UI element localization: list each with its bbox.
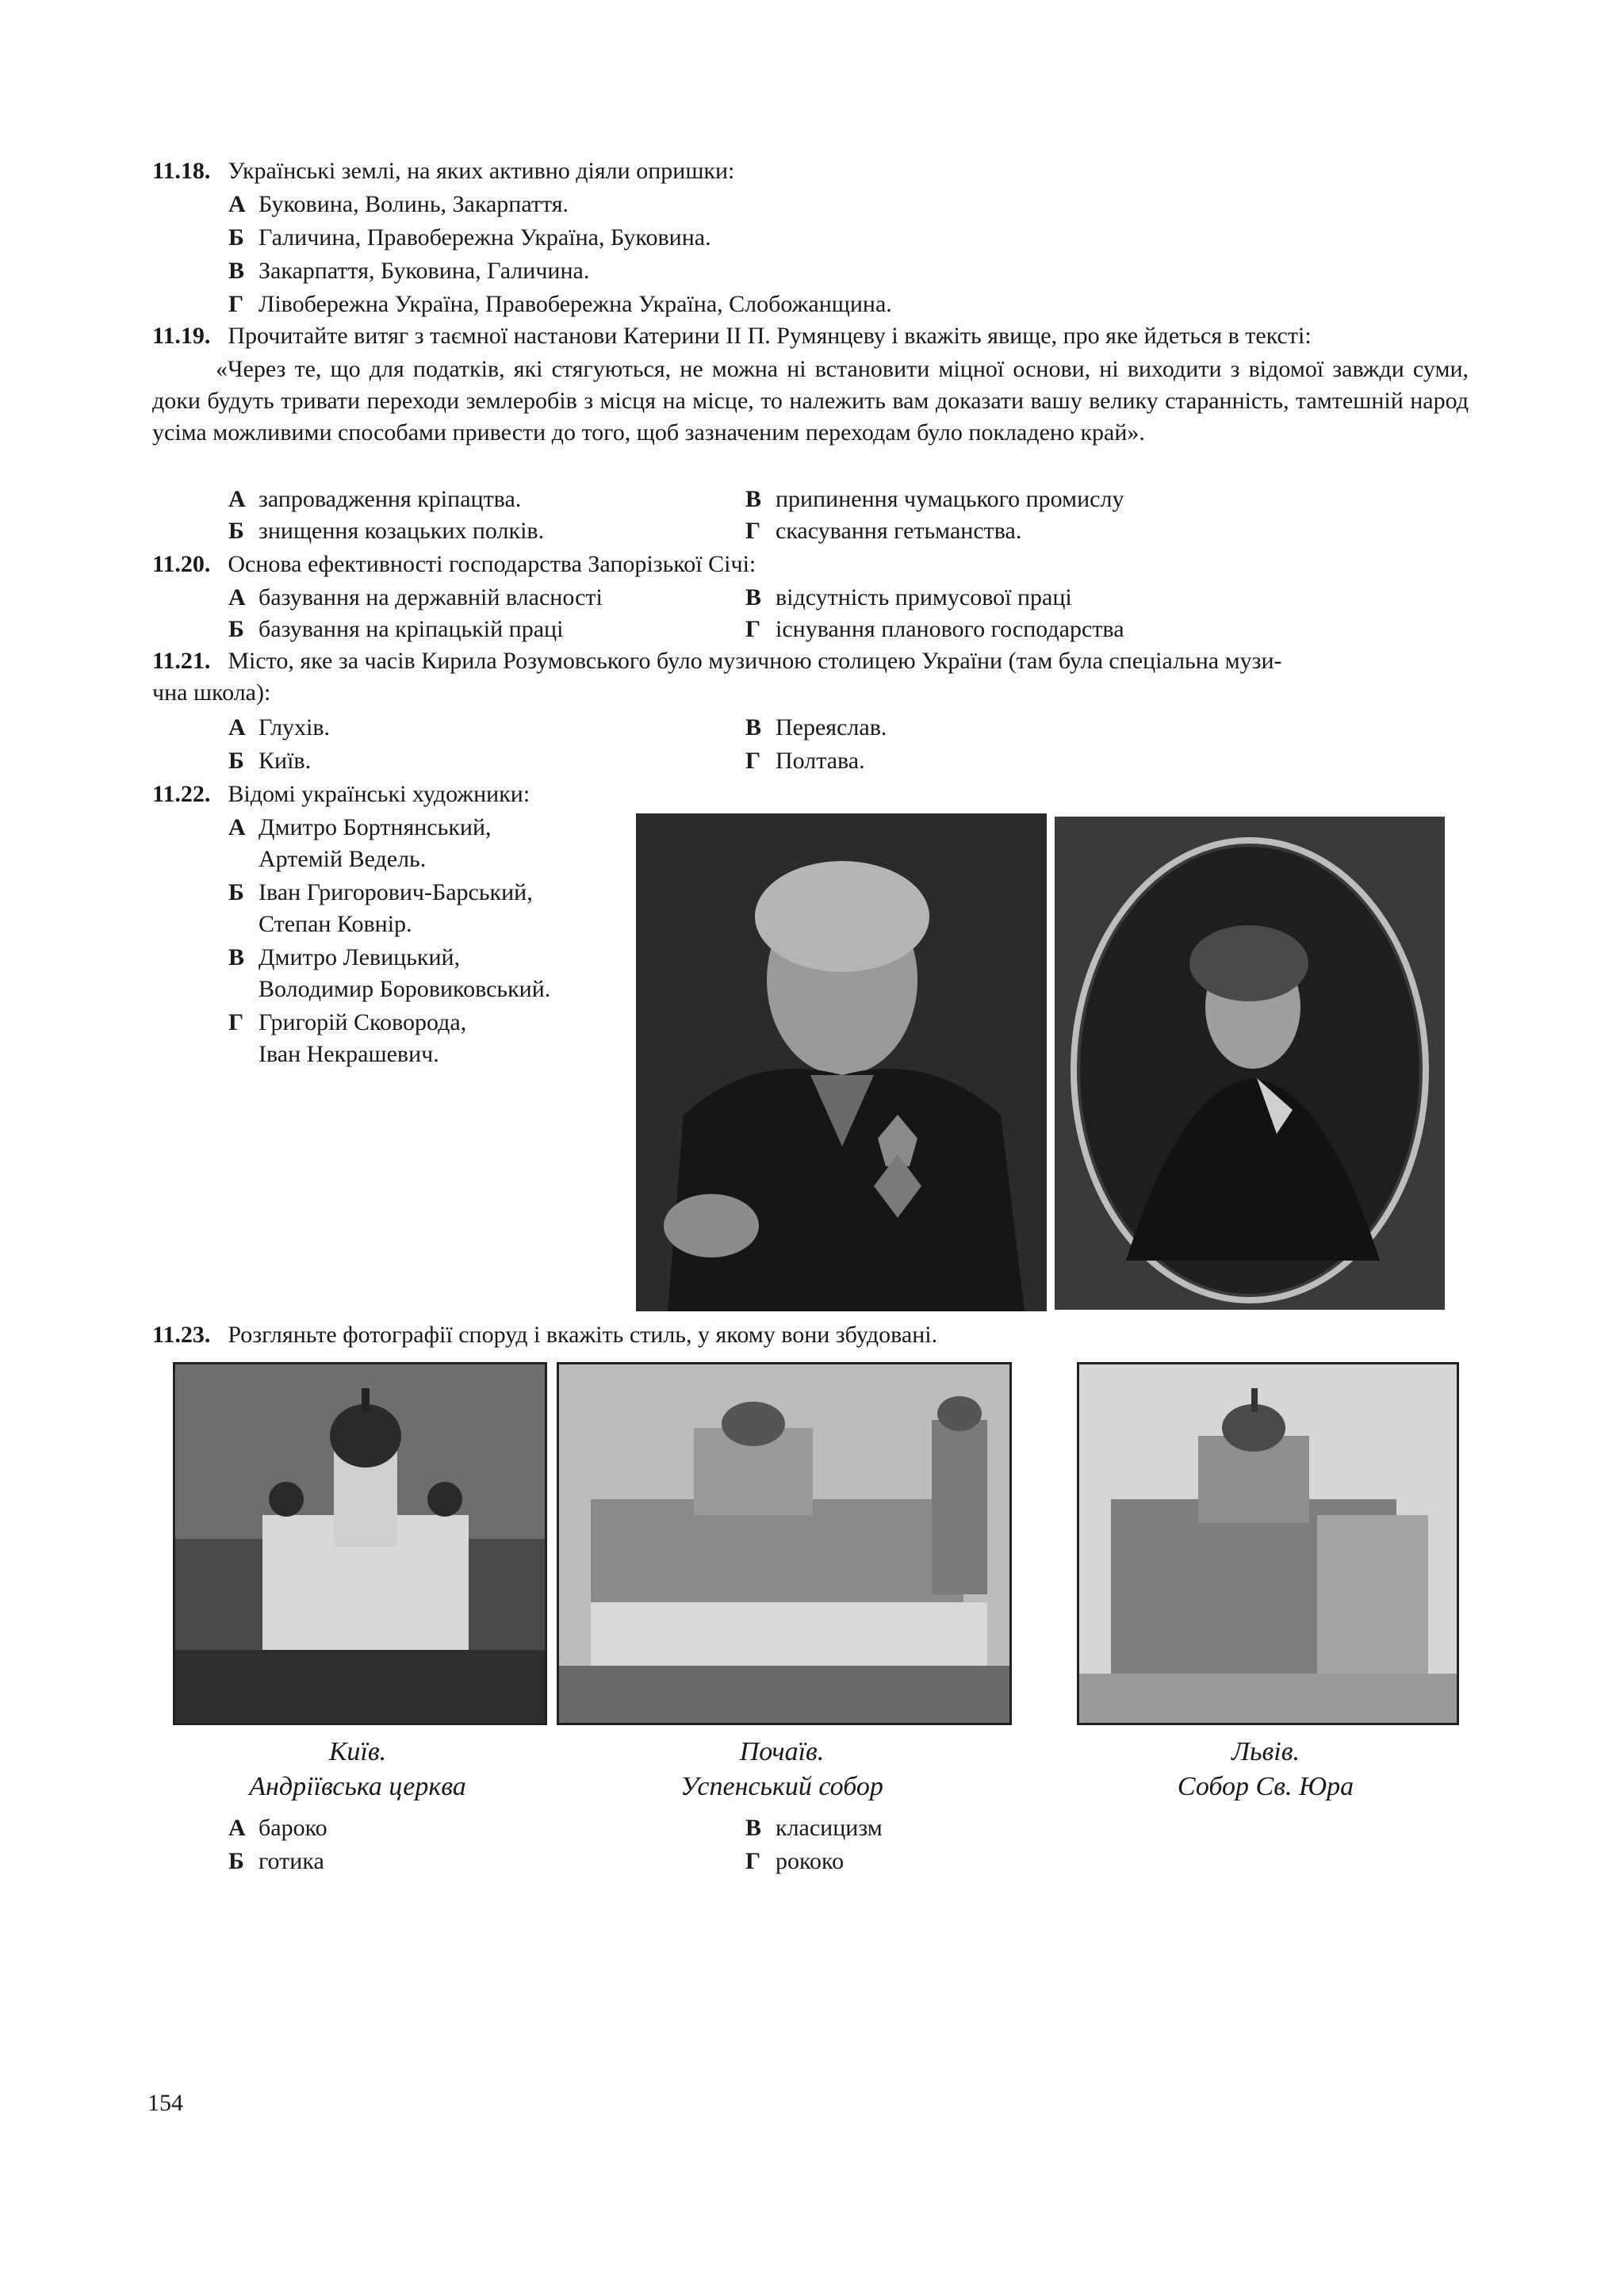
question-text: Українські землі, на яких активно діяли опришки:: [228, 158, 735, 184]
option-a: А Буковина, Волинь, Закарпаття.: [228, 191, 569, 217]
option-c: В Закарпаття, Буковина, Галичина.: [228, 258, 590, 284]
question-11-20: [152, 549, 756, 580]
option-c: В відсутність примусової праці: [745, 584, 1072, 610]
building-photo-pochaiv: [557, 1362, 1012, 1725]
option-c: В класицизм: [745, 1815, 883, 1841]
question-11-22: [152, 779, 530, 810]
question-text: Відомі українські художники:: [228, 781, 530, 807]
option-a: А базування на державній власності: [228, 584, 603, 610]
question-text-continued: чна школа):: [152, 679, 271, 706]
quote-text: «Через те, що для податків, які стягуються, не можна ні встановити міцної основи, ні виходити з відомої завжди суми, доки будуть тривати переходи землеробів з місця на місце, то належить вам доказати вашу велику старанність, тамтешній народ усіма можливими способами привести до того, щоб зазначеним переходам було покладено край».: [152, 356, 1469, 446]
option-b: Б готика: [228, 1848, 324, 1874]
question-number: 11.20.: [152, 551, 211, 577]
question-number: 11.22.: [152, 781, 211, 807]
portrait-photo-left: [636, 813, 1047, 1311]
question-number: 11.18.: [152, 158, 211, 184]
option-d: Г існування планового господарства: [745, 616, 1124, 642]
question-text: Основа ефективності господарства Запорізької Січі:: [228, 551, 756, 577]
option-c: В Переяслав.: [745, 714, 887, 740]
question-11-21: [152, 645, 1282, 677]
option-a: А бароко: [228, 1815, 327, 1841]
caption-lviv-name: Собор Св. Юра: [1177, 1772, 1354, 1801]
question-number: 11.21.: [152, 648, 211, 674]
question-text: Прочитайте витяг з таємної настанови Катерини II П. Румянцеву і вкажіть явище, про яке йдеться в тексті:: [228, 323, 1312, 349]
question-text: Місто, яке за часів Кирила Розумовського було музичною столицею України (там була спеціальна музи-: [228, 648, 1282, 674]
option-b-line2: Степан Ковнір.: [259, 911, 412, 937]
building-photo-kyiv: [173, 1362, 547, 1725]
option-d: Г рококо: [745, 1848, 845, 1874]
option-c: В Дмитро Левицький,: [228, 944, 461, 970]
option-d-line2: Іван Некрашевич.: [259, 1041, 439, 1067]
portrait-photo-right: [1055, 817, 1445, 1310]
caption-pochaiv-city: Почаїв.: [739, 1737, 825, 1766]
caption-pochaiv-name: Успенський собор: [680, 1772, 883, 1801]
option-d: Г Лівобережна Україна, Правобережна Україна, Слобожанщина.: [228, 291, 892, 317]
question-text: Розгляньте фотографії споруд і вкажіть стиль, у якому вони збудовані.: [228, 1322, 938, 1348]
caption-kyiv-city: Київ.: [328, 1737, 387, 1766]
option-a: А запровадження кріпацтва.: [228, 486, 522, 512]
option-b: Б Галичина, Правобережна Україна, Буковина.: [228, 224, 711, 251]
building-photo-lviv: [1077, 1362, 1459, 1725]
option-c: В припинення чумацького промислу: [745, 486, 1124, 512]
option-b: Б базування на кріпацькій праці: [228, 616, 564, 642]
question-number: 11.23.: [152, 1322, 211, 1348]
caption-kyiv-name: Андріївська церква: [249, 1772, 466, 1801]
caption-lviv-city: Львів.: [1231, 1737, 1300, 1766]
question-11-23: [152, 1319, 937, 1351]
question-11-19: [152, 320, 1469, 352]
question-number: 11.19.: [152, 323, 211, 349]
option-b: Б Іван Григорович-Барський,: [228, 879, 533, 905]
option-d: Г Полтава.: [745, 748, 865, 774]
option-b: Б Київ.: [228, 748, 312, 774]
option-a: А Дмитро Бортнянський,: [228, 814, 492, 840]
option-a-line2: Артемій Ведель.: [259, 846, 427, 872]
option-c-line2: Володимир Боровиковський.: [259, 976, 551, 1002]
option-d: Г Григорій Сковорода,: [228, 1009, 467, 1035]
option-a: А Глухів.: [228, 714, 331, 740]
option-d: Г скасування гетьманства.: [745, 518, 1022, 544]
option-b: Б знищення козацьких полків.: [228, 518, 545, 544]
question-11-18: [152, 155, 734, 187]
page-number: 154: [147, 2090, 183, 2116]
